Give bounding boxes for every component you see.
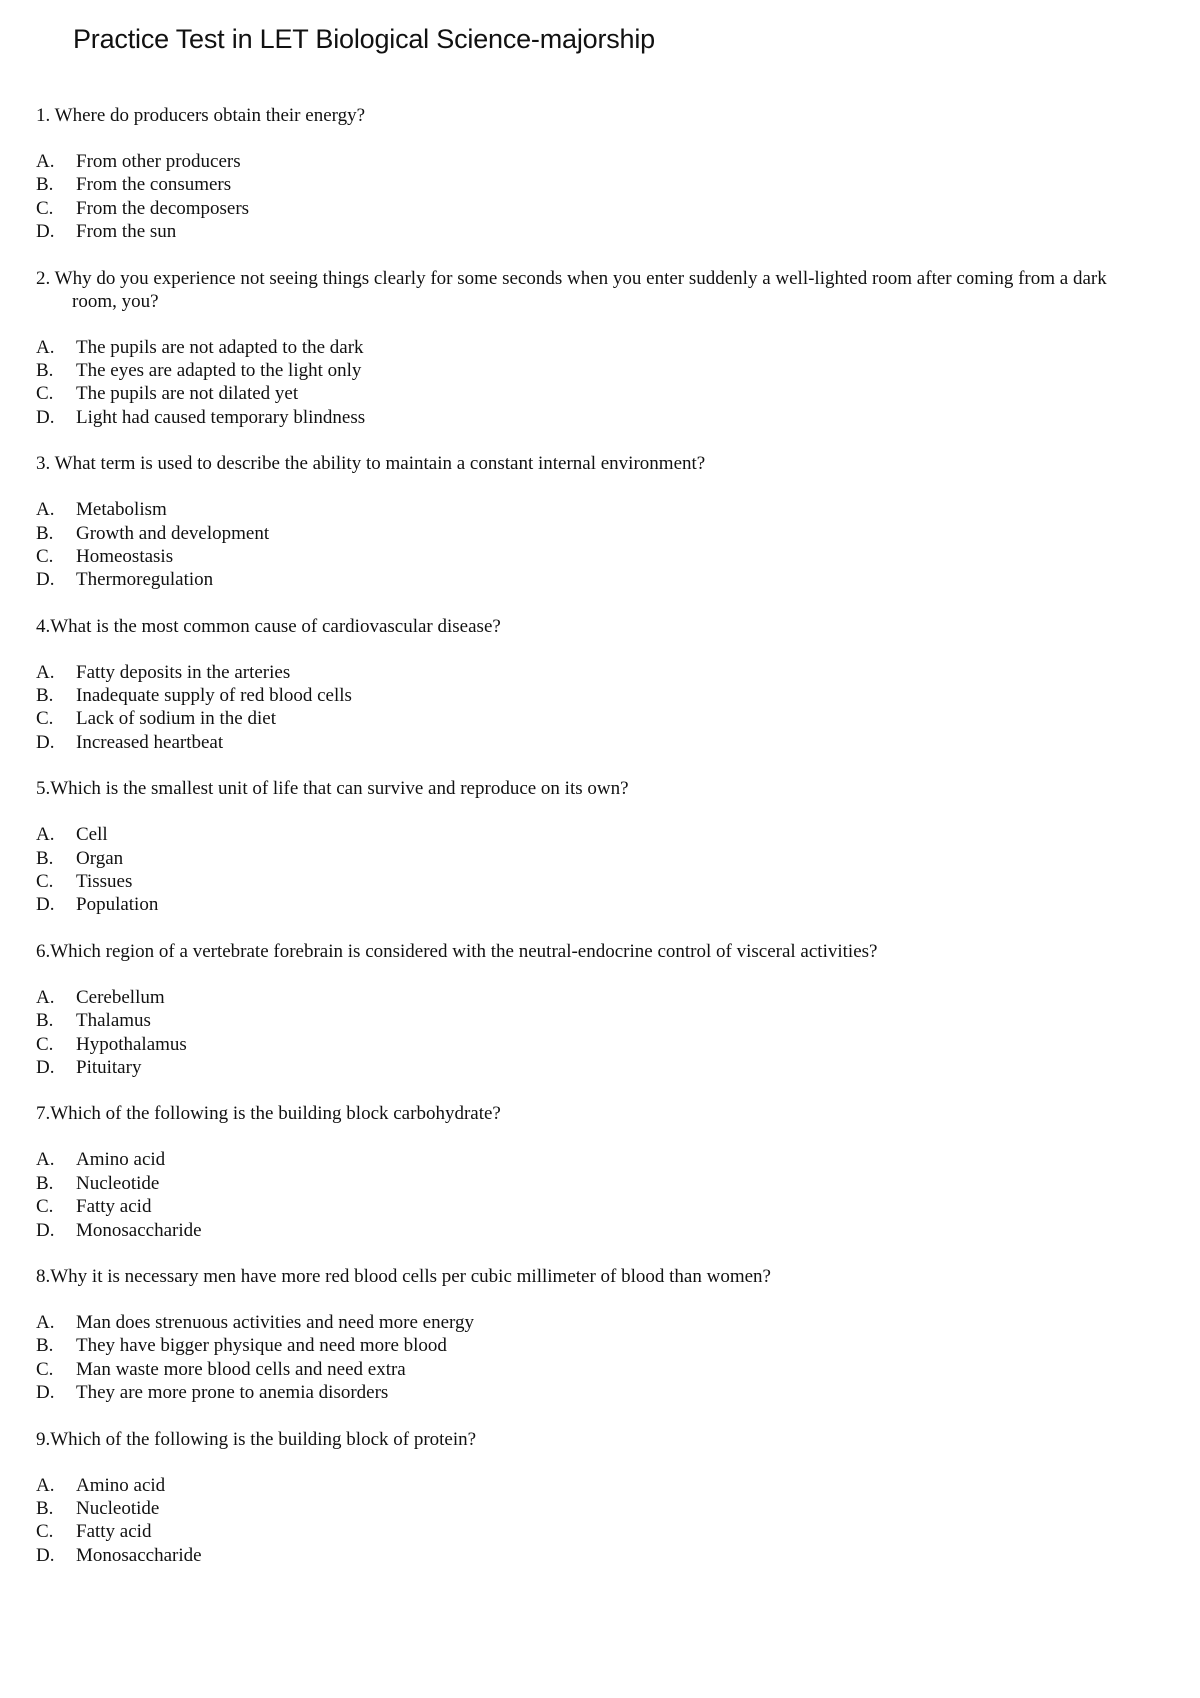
option-c	[36, 1358, 1146, 1381]
option-text: Inadequate supply of red blood cells	[76, 685, 352, 707]
option-text: Amino acid	[76, 1149, 166, 1171]
option-letter: C.	[36, 383, 54, 405]
option-letter: C.	[36, 871, 54, 893]
page-title: Practice Test in LET Biological Science-majorship	[73, 24, 655, 54]
question-stem: 8.Why it is necessary men have more red blood cells per cubic millimeter of blood than women?	[36, 1265, 771, 1287]
option-text: From the consumers	[76, 174, 232, 196]
option-a	[36, 336, 1146, 359]
option-letter: D.	[36, 731, 55, 753]
option-letter: B.	[36, 1010, 54, 1032]
option-letter: B.	[36, 174, 54, 196]
option-text: Fatty acid	[76, 1196, 152, 1218]
option-c	[36, 1520, 1146, 1543]
option-text: Pituitary	[76, 1056, 142, 1078]
option-d	[36, 406, 1146, 429]
question-stem: 4.What is the most common cause of cardiovascular disease?	[36, 615, 501, 637]
option-letter: D.	[36, 1056, 55, 1078]
option-d	[36, 1381, 1146, 1404]
option-text: Thermoregulation	[76, 569, 214, 591]
question-1	[36, 104, 1146, 244]
option-letter: A.	[36, 151, 55, 172]
option-b	[36, 359, 1146, 382]
question-4	[36, 615, 1146, 755]
option-d	[36, 1544, 1146, 1567]
option-c	[36, 197, 1146, 220]
option-letter: B.	[36, 685, 54, 707]
option-letter: A.	[36, 986, 55, 1008]
option-text: Nucleotide	[76, 1172, 160, 1194]
option-letter: A.	[36, 661, 55, 683]
option-letter: A.	[36, 336, 55, 358]
option-a	[36, 498, 1146, 521]
option-c	[36, 1033, 1146, 1056]
option-text: Thalamus	[76, 1010, 151, 1032]
option-d	[36, 1056, 1146, 1079]
option-letter: D.	[36, 1544, 55, 1566]
option-text: Growth and development	[76, 522, 270, 544]
option-c	[36, 545, 1146, 568]
option-letter: B.	[36, 359, 54, 381]
option-text: Population	[76, 894, 159, 916]
option-a	[36, 823, 1146, 846]
option-b	[36, 522, 1146, 545]
option-text: They have bigger physique and need more blood	[76, 1335, 447, 1357]
option-b	[36, 1334, 1146, 1357]
option-letter: C.	[36, 1358, 54, 1380]
option-letter: A.	[36, 1149, 55, 1171]
question-9	[36, 1428, 1146, 1568]
question-stem: 7.Which of the following is the building block carbohydrate?	[36, 1103, 501, 1125]
question-list	[36, 104, 1146, 1590]
option-text: Organ	[76, 847, 124, 869]
option-text: They are more prone to anemia disorders	[76, 1382, 389, 1404]
option-text: Man does strenuous activities and need more energy	[76, 1311, 475, 1333]
question-7	[36, 1102, 1146, 1242]
option-c	[36, 1195, 1146, 1218]
question-stem: 5.Which is the smallest unit of life that can survive and reproduce on its own?	[36, 778, 629, 800]
option-text: Hypothalamus	[76, 1033, 187, 1055]
option-letter: B.	[36, 522, 54, 544]
option-letter: B.	[36, 1497, 54, 1519]
option-letter: D.	[36, 1219, 55, 1241]
option-text: Fatty acid	[76, 1521, 152, 1543]
question-2	[36, 267, 1146, 430]
option-letter: A.	[36, 1474, 55, 1496]
option-text: Homeostasis	[76, 545, 174, 567]
question-stem: 2. Why do you experience not seeing things clearly for some seconds when you enter suddenly a well-lighted room after coming from a dark room, you?	[36, 267, 1107, 312]
option-text: Light had caused temporary blindness	[76, 406, 366, 428]
option-text: Amino acid	[76, 1474, 166, 1496]
option-letter: B.	[36, 1335, 54, 1357]
option-d	[36, 893, 1146, 916]
option-letter: C.	[36, 708, 54, 730]
option-text: Monosaccharide	[76, 1219, 202, 1241]
option-b	[36, 1497, 1146, 1520]
option-d	[36, 731, 1146, 754]
question-8	[36, 1265, 1146, 1405]
question-stem: 3. What term is used to describe the ability to maintain a constant internal environment?	[36, 453, 706, 475]
option-letter: D.	[36, 569, 55, 591]
option-a	[36, 1474, 1146, 1497]
option-letter: C.	[36, 197, 54, 219]
option-b	[36, 684, 1146, 707]
question-stem: 6.Which region of a vertebrate forebrain is considered with the neutral-endocrine control of visceral activities?	[36, 940, 878, 962]
option-letter: D.	[36, 1382, 55, 1404]
option-c	[36, 707, 1146, 730]
option-text: From the decomposers	[76, 197, 250, 219]
option-letter: A.	[36, 499, 55, 521]
option-a	[36, 1311, 1146, 1334]
option-b	[36, 1172, 1146, 1195]
option-d	[36, 220, 1146, 243]
option-b	[36, 1009, 1146, 1032]
option-text: Nucleotide	[76, 1497, 160, 1519]
option-text: The pupils are not dilated yet	[76, 383, 299, 405]
option-text: Tissues	[76, 871, 133, 893]
option-letter: D.	[36, 406, 55, 428]
option-c	[36, 870, 1146, 893]
option-letter: C.	[36, 1196, 54, 1218]
option-letter: A.	[36, 1311, 55, 1333]
option-text: From other producers	[76, 151, 241, 172]
option-text: Lack of sodium in the diet	[76, 708, 276, 730]
question-stem: 1. Where do producers obtain their energy?	[36, 105, 366, 126]
option-text: The pupils are not adapted to the dark	[76, 336, 364, 358]
option-letter: D.	[36, 221, 55, 243]
option-text: From the sun	[76, 221, 177, 243]
option-text: Monosaccharide	[76, 1544, 202, 1566]
option-b	[36, 847, 1146, 870]
option-letter: A.	[36, 824, 55, 846]
option-letter: B.	[36, 847, 54, 869]
question-6	[36, 940, 1146, 1080]
option-text: The eyes are adapted to the light only	[76, 359, 362, 381]
option-letter: C.	[36, 545, 54, 567]
option-letter: D.	[36, 894, 55, 916]
question-5	[36, 777, 1146, 917]
option-letter: C.	[36, 1033, 54, 1055]
option-text: Increased heartbeat	[76, 731, 224, 753]
option-letter: C.	[36, 1521, 54, 1543]
option-text: Cell	[76, 824, 108, 846]
question-3	[36, 452, 1146, 592]
option-b	[36, 173, 1146, 196]
option-letter: B.	[36, 1172, 54, 1194]
option-d	[36, 1219, 1146, 1242]
option-a	[36, 661, 1146, 684]
option-a	[36, 150, 1146, 173]
option-a	[36, 986, 1146, 1009]
option-text: Metabolism	[76, 499, 167, 521]
option-text: Fatty deposits in the arteries	[76, 661, 291, 683]
option-text: Man waste more blood cells and need extra	[76, 1358, 406, 1380]
option-d	[36, 568, 1146, 591]
question-stem: 9.Which of the following is the building block of protein?	[36, 1428, 477, 1450]
option-c	[36, 382, 1146, 405]
option-a	[36, 1148, 1146, 1171]
option-text: Cerebellum	[76, 986, 165, 1008]
